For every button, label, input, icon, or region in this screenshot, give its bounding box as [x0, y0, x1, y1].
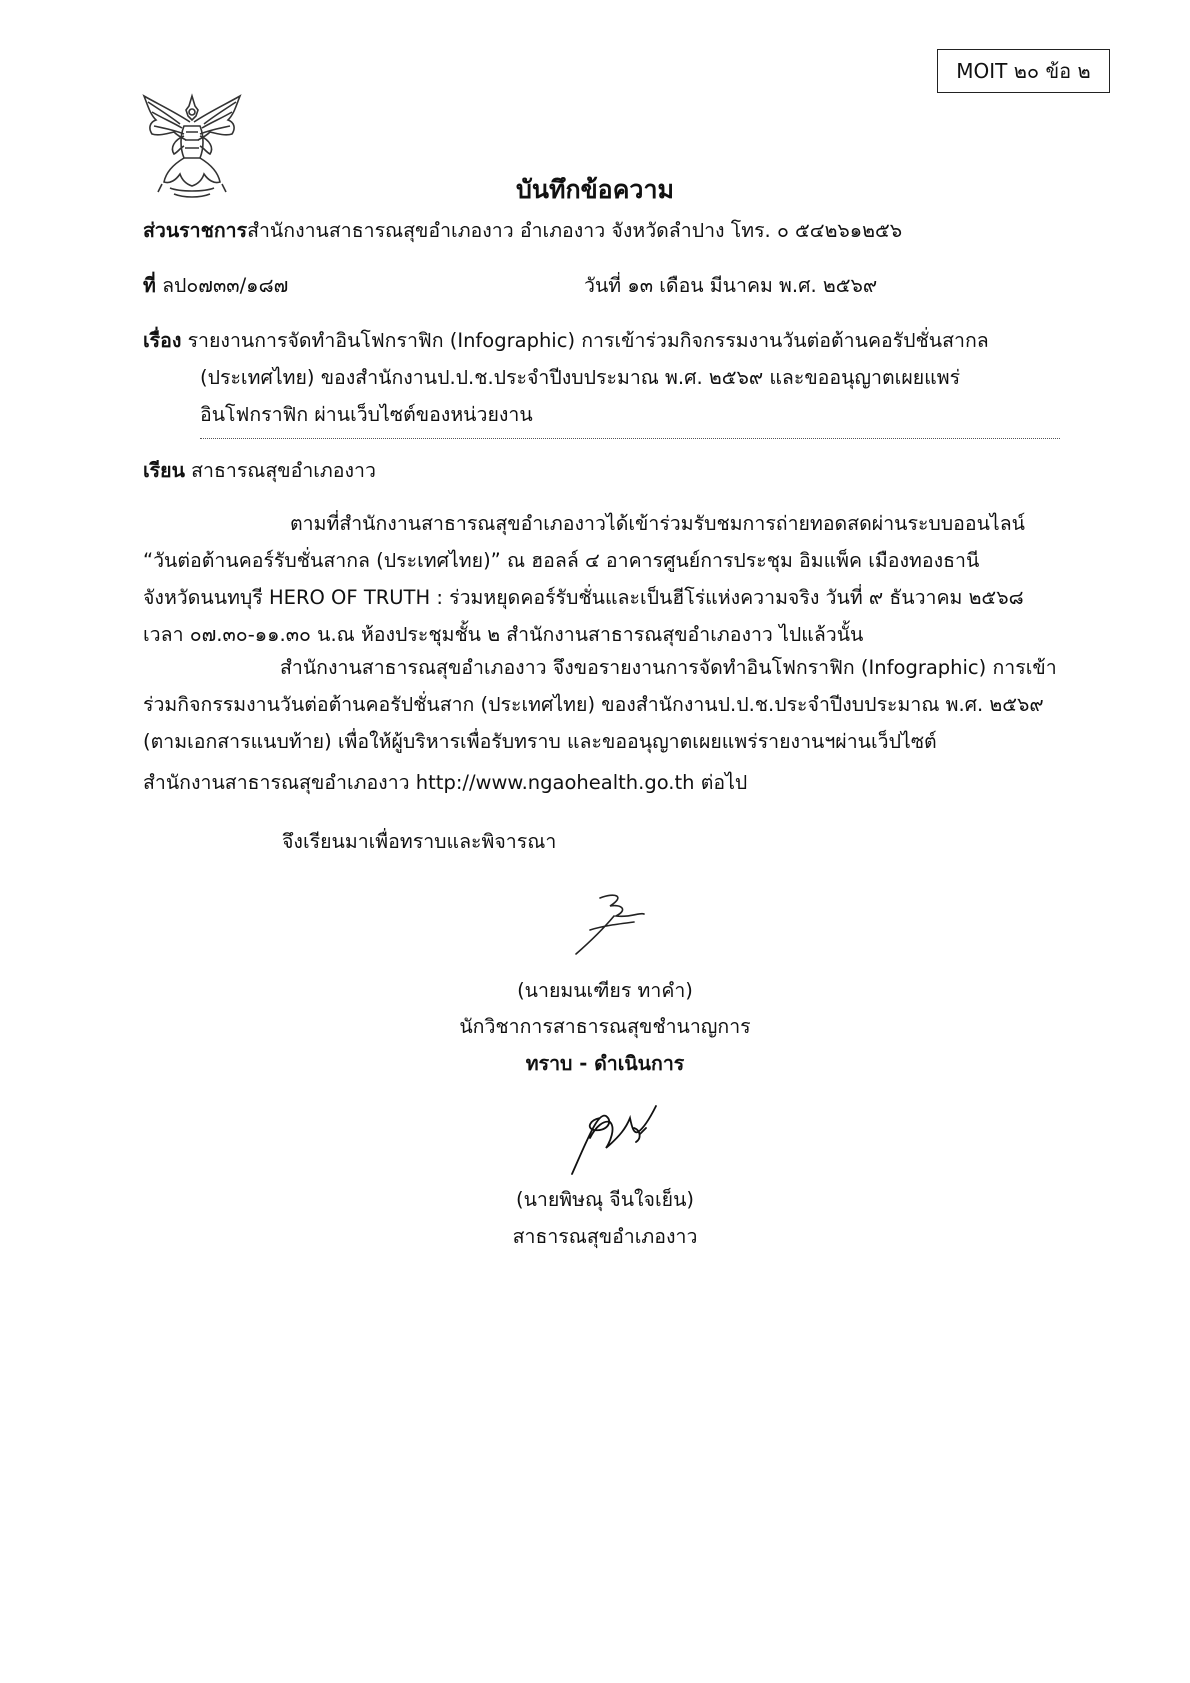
ref-code: MOIT ๒๐ ข้อ ๒: [956, 59, 1091, 83]
subject-text-1: รายงานการจัดทำอินโฟกราฟิก (Infographic) การเข้าร่วมกิจกรรมงานวันต่อต้านคอรัปชั่นสากล: [187, 329, 989, 352]
signature-2: [560, 1098, 670, 1182]
subject-line-1: [143, 325, 989, 356]
to-line: [143, 455, 376, 486]
doc-date: วันที่ ๑๓ เดือน มีนาคม พ.ศ. ๒๕๖๙: [584, 274, 878, 297]
agency-value: สำนักงานสาธารณสุขอำเภองาว อำเภองาว จังหวัดลำปาง โทร. ๐ ๕๔๒๖๑๒๕๖: [247, 219, 903, 242]
approval-text: ทราบ - ดำเนินการ: [525, 1052, 685, 1075]
para1-line-2: “วันต่อต้านคอร์รับชั่นสากล (ประเทศไทย)” ณ ฮอลล์ ๔ อาคารศูนย์การประชุม อิมแพ็ค เมืองทองธานี: [143, 549, 980, 572]
para2-line-2: ร่วมกิจกรรมงานวันต่อต้านคอรัปชั่นสาก (ประเทศไทย) ของสำนักงานป.ป.ช.ประจำปีงบประมาณ พ.ศ. ๒๕๖๙: [143, 693, 1044, 716]
para2-line-3: (ตามเอกสารแนบท้าย) เพื่อให้ผู้บริหารเพื่อรับทราบ และขออนุญาตเผยแพร่รายงานฯผ่านเว็ปไซต์: [143, 730, 937, 753]
para1-line-4: เวลา ๐๗.๓๐-๑๑.๓๐ น.ณ ห้องประชุมชั้น ๒ สำนักงานสาธารณสุขอำเภองาว ไปแล้วนั้น: [143, 623, 864, 646]
para2-line-4: สำนักงานสาธารณสุขอำเภองาว http://www.ngaohealth.go.th ต่อไป: [143, 771, 748, 794]
subject-text-2: (ประเทศไทย) ของสำนักงานป.ป.ช.ประจำปีงบประมาณ พ.ศ. ๒๕๖๙ และขออนุญาตเผยแพร่: [200, 366, 961, 389]
signer1-name: (นายมนเฑียร ทาคำ): [517, 979, 693, 1002]
signer1-position: นักวิชาการสาธารณสุขชำนาญการ: [459, 1015, 751, 1038]
signer2-name: (นายพิษณุ จีนใจเย็น): [515, 1188, 695, 1211]
doc-number-line: [143, 270, 288, 301]
subject-text-3: อินโฟกราฟิก ผ่านเว็บไซต์ของหน่วยงาน: [200, 403, 533, 426]
to-label: เรียน: [143, 459, 185, 482]
to-value: สาธารณสุขอำเภองาว: [191, 459, 376, 482]
memo-title: บันทึกข้อความ: [516, 175, 674, 204]
doc-number-label: ที่: [143, 274, 156, 297]
subject-divider: [200, 438, 1060, 439]
signature-1: [570, 890, 650, 964]
agency-label: ส่วนราชการ: [143, 219, 248, 242]
doc-number-value: ลป๐๗๓๓/๑๘๗: [162, 274, 289, 297]
para1-line-1: ตามที่สำนักงานสาธารณสุขอำเภองาวได้เข้าร่วมรับชมการถ่ายทอดสดผ่านระบบออนไลน์: [290, 512, 1026, 535]
para1-line-3: จังหวัดนนทบุรี HERO OF TRUTH : ร่วมหยุดคอร์รับชั่นและเป็นฮีโร่แห่งความจริง วันที่ ๙ ธันวาคม ๒๕๖๘: [143, 586, 1024, 609]
subject-label: เรื่อง: [143, 329, 182, 352]
agency-line: [143, 215, 902, 246]
closing-text: จึงเรียนมาเพื่อทราบและพิจารณา: [282, 830, 557, 853]
ref-code-box: [937, 49, 1110, 93]
signer2-position: สาธารณสุขอำเภองาว: [512, 1225, 698, 1248]
para2-line-1: สำนักงานสาธารณสุขอำเภองาว จึงขอรายงานการจัดทำอินโฟกราฟิก (Infographic) การเข้า: [280, 656, 1057, 679]
